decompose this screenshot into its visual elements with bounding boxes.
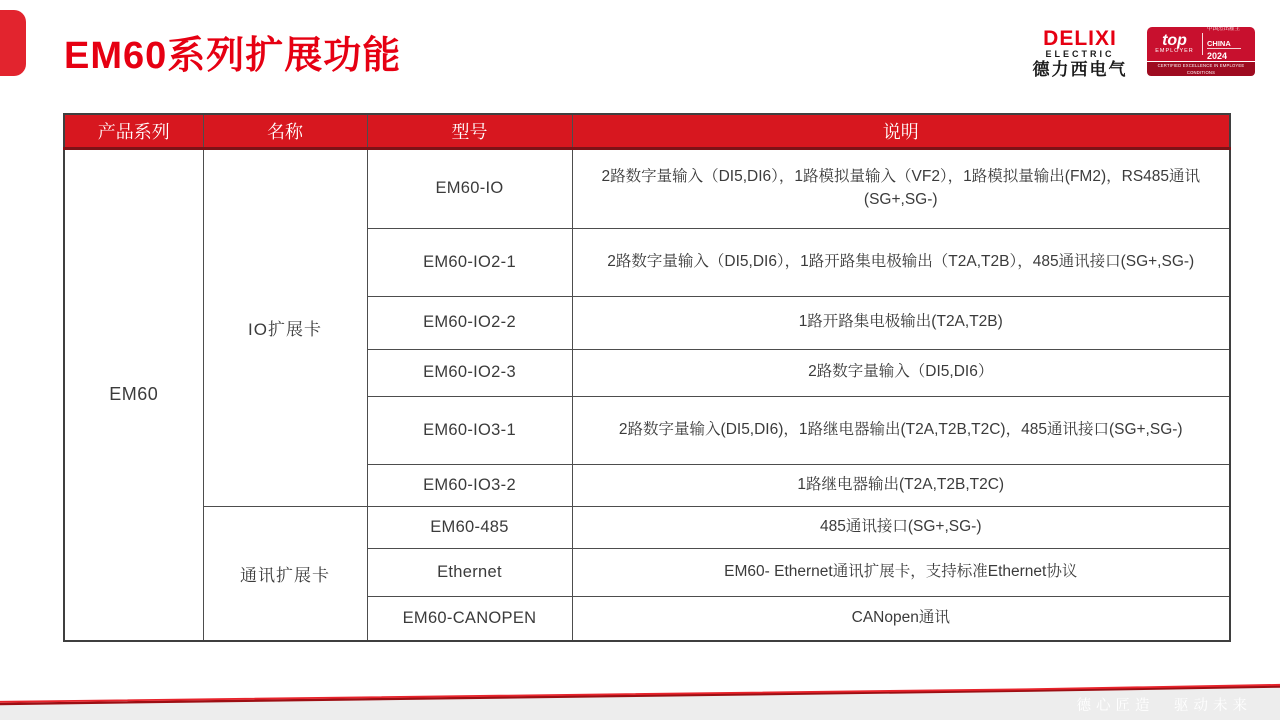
- description-cell: 1路开路集电极输出(T2A,T2B): [572, 296, 1230, 349]
- top-employer-logo: [1147, 33, 1203, 55]
- model-cell: EM60-CANOPEN: [367, 596, 572, 641]
- description-cell: 2路数字量输入（DI5,DI6）: [572, 349, 1230, 396]
- top-employer-strip: CERTIFIED EXCELLENCE IN EMPLOYEE CONDITIONS: [1147, 62, 1255, 76]
- spec-table: [63, 113, 1231, 642]
- top-employer-badge-main: [1147, 27, 1255, 61]
- product-series-cell: EM60: [64, 148, 203, 641]
- model-cell: EM60-IO2-2: [367, 296, 572, 349]
- delixi-logo-chinese: 德力西电气: [1032, 60, 1128, 79]
- model-cell: EM60-485: [367, 506, 572, 548]
- description-cell: 2路数字量输入(DI5,DI6)，1路继电器输出(T2A,T2B,T2C)，485通讯接口(SG+,SG-): [572, 396, 1230, 464]
- footer-slogan: 德心匠造 驱动未来: [1076, 698, 1252, 714]
- top-employer-country: CHINA: [1207, 39, 1241, 49]
- model-cell: Ethernet: [367, 548, 572, 596]
- group-name-cell: 通讯扩展卡: [203, 506, 367, 641]
- corner-tab-decoration: [0, 10, 26, 76]
- description-cell: 2路数字量输入（DI5,DI6），1路模拟量输入（VF2），1路模拟量输出(FM2)，RS485通讯(SG+,SG-): [572, 148, 1230, 228]
- delixi-logo-wordmark: DELIXI: [1043, 27, 1117, 50]
- table-row: [64, 506, 1230, 548]
- top-employer-employer-text: EMPLOYER: [1155, 48, 1194, 54]
- model-cell: EM60-IO3-2: [367, 464, 572, 506]
- description-cell: 2路数字量输入（DI5,DI6），1路开路集电极输出（T2A,T2B），485通讯接口(SG+,SG-): [572, 228, 1230, 296]
- header-name: 名称: [203, 114, 367, 148]
- delixi-logo: [1028, 29, 1132, 80]
- description-cell: EM60- Ethernet通讯扩展卡，支持标准Ethernet协议: [572, 548, 1230, 596]
- model-cell: EM60-IO: [367, 148, 572, 228]
- table-row: [64, 148, 1230, 228]
- model-cell: EM60-IO2-1: [367, 228, 572, 296]
- description-cell: CANopen通讯: [572, 596, 1230, 641]
- top-employer-right: [1203, 26, 1255, 62]
- group-name-cell: IO扩展卡: [203, 148, 367, 506]
- delixi-logo-electric: ELECTRIC: [1045, 49, 1115, 59]
- model-cell: EM60-IO2-3: [367, 349, 572, 396]
- table-header-row: [64, 114, 1230, 148]
- description-cell: 485通讯接口(SG+,SG-): [572, 506, 1230, 548]
- header-description: 说明: [572, 114, 1230, 148]
- top-employer-top-text: top: [1162, 32, 1187, 49]
- description-cell: 1路继电器输出(T2A,T2B,T2C): [572, 464, 1230, 506]
- top-employer-cn-title: 中国杰出雇主: [1207, 26, 1241, 32]
- top-employer-badge: [1147, 27, 1255, 76]
- header-product-series: 产品系列: [64, 114, 203, 148]
- model-cell: EM60-IO3-1: [367, 396, 572, 464]
- page-title: EM60系列扩展功能: [64, 35, 402, 77]
- header-model: 型号: [367, 114, 572, 148]
- top-employer-year: 2024: [1207, 51, 1228, 61]
